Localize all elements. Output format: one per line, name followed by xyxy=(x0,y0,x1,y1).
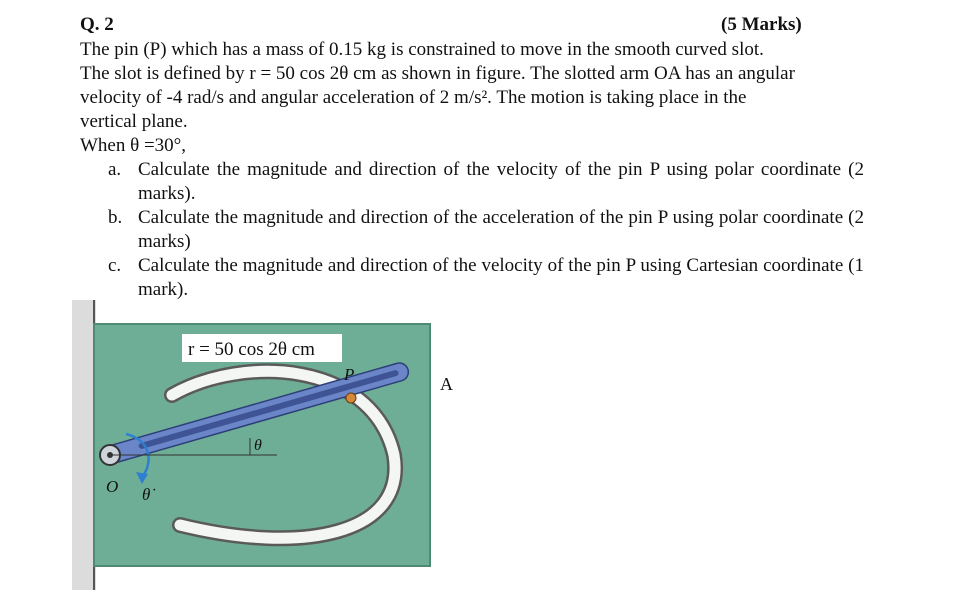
part-c xyxy=(108,254,864,302)
part-a-label: a. xyxy=(108,159,122,180)
label-a: A xyxy=(440,374,453,394)
part-c-label: c. xyxy=(108,255,122,276)
part-a-text: Calculate the magnitude and direction of the velocity of the pin P using polar coordinate (2 marks). xyxy=(138,159,864,204)
label-o: O xyxy=(106,477,119,496)
pin-p xyxy=(346,393,356,403)
marks-label: (5 Marks) xyxy=(721,14,802,35)
part-b xyxy=(108,206,864,254)
wall xyxy=(72,300,96,590)
part-b-label: b. xyxy=(108,207,123,228)
mechanism-figure xyxy=(72,300,472,590)
label-p: P xyxy=(344,365,355,384)
part-c-text: Calculate the magnitude and direction of the velocity of the pin P using Cartesian coordinate (1 mark). xyxy=(138,255,864,300)
intro-line-4: vertical plane. xyxy=(80,111,188,132)
part-a xyxy=(108,158,864,206)
intro-line-1: The pin (P) which has a mass of 0.15 kg is constrained to move in the smooth curved slot. xyxy=(80,39,764,60)
part-b-text: Calculate the magnitude and direction of the acceleration of the pin P using polar coordinate (2 marks) xyxy=(138,207,864,252)
intro-line-2: The slot is defined by r = 50 cos 2θ cm as shown in figure. The slotted arm OA has an angular xyxy=(80,63,795,84)
label-theta-dot: θ̇ xyxy=(142,485,151,504)
label-theta: θ xyxy=(254,437,262,454)
condition-line: When θ =30°, xyxy=(80,135,187,156)
equation-label: r = 50 cos 2θ cm xyxy=(188,339,315,360)
intro-line-3: velocity of -4 rad/s and angular acceleration of 2 m/s². The motion is taking place in the xyxy=(80,87,747,108)
question-number: Q. 2 xyxy=(80,14,114,35)
